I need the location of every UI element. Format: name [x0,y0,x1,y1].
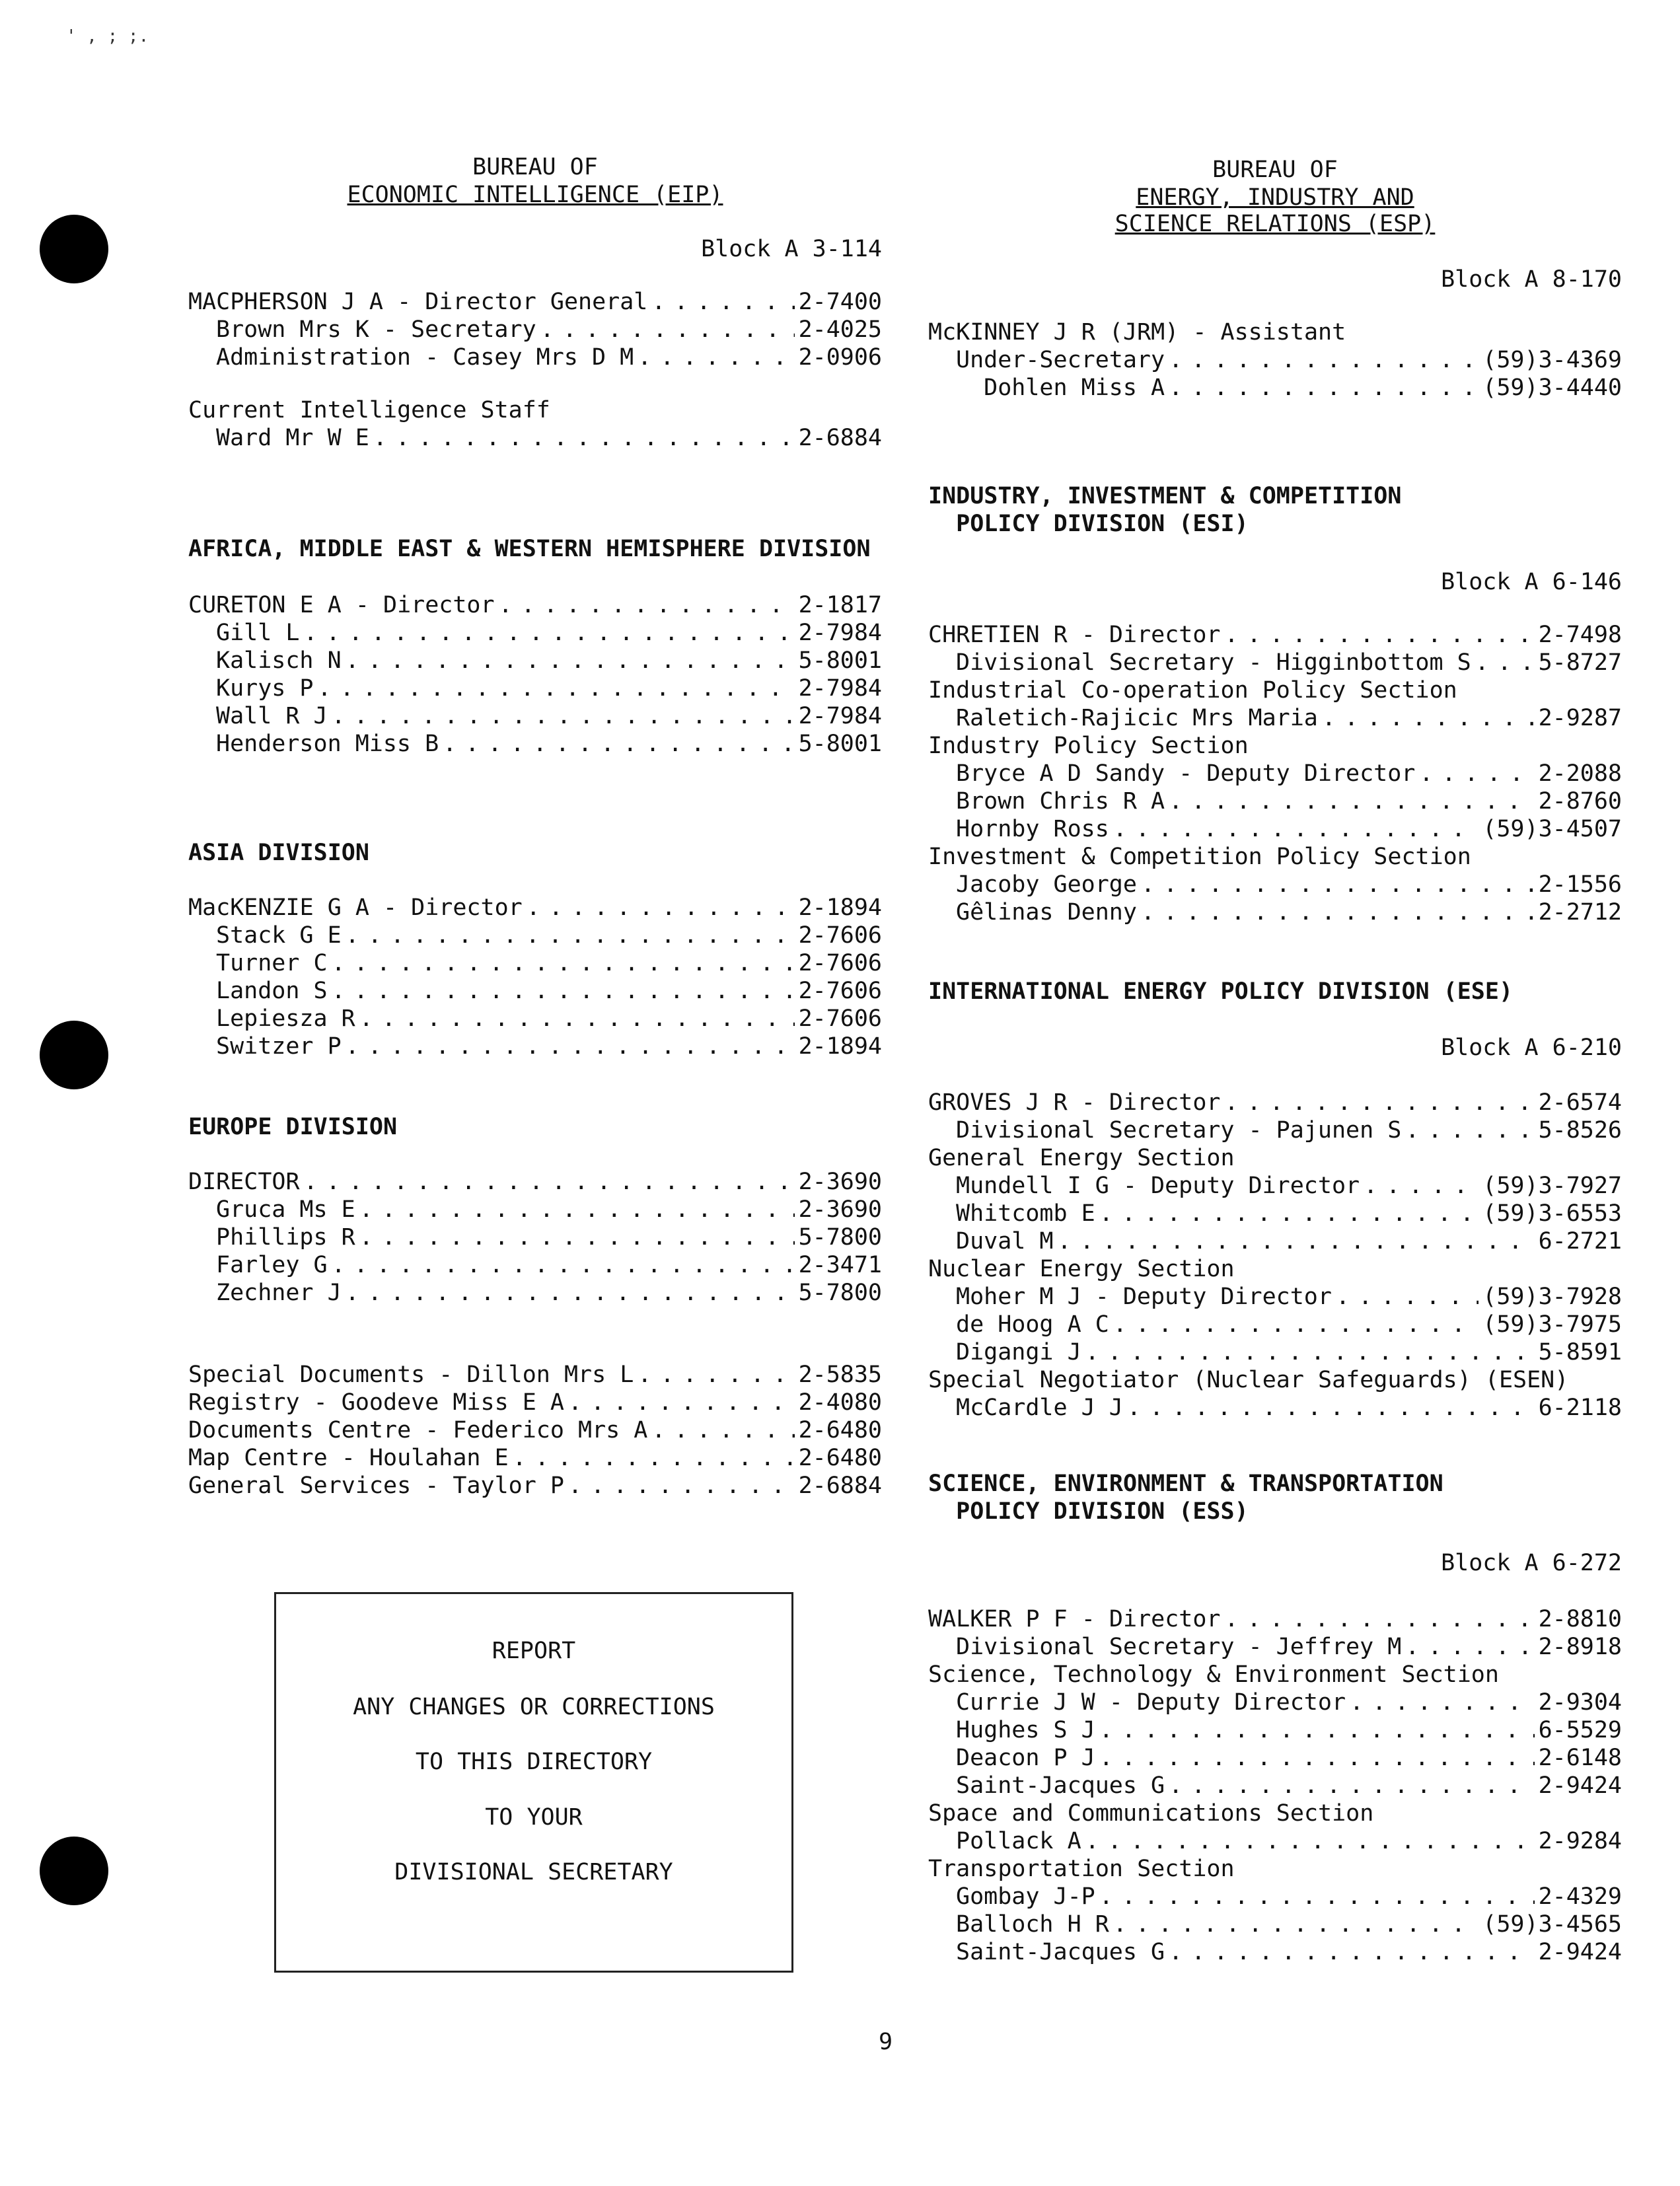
entry-name: Balloch H R [956,1911,1109,1938]
leader-dots [1099,1744,1535,1772]
leader-dots [1225,1089,1535,1116]
esi-heading-1: INDUSTRY, INVESTMENT & COMPETITION [928,483,1402,509]
report-changes-notice [274,1592,793,1973]
directory-entry [188,316,882,344]
directory-entry [928,649,1622,676]
europe-division-heading: EUROPE DIVISION [188,1114,398,1140]
entry-phone: 5-8001 [798,731,882,757]
entry-name: Ward Mr W E [216,425,369,451]
europe-division-list [188,1168,882,1307]
page-number: 9 [879,2029,893,2055]
leader-dots [1350,1689,1535,1716]
section-subheading: General Energy Section [928,1145,1235,1171]
section-subheading: Industrial Co-operation Policy Section [928,677,1457,704]
entry-name: Gombay J-P [956,1883,1095,1910]
entry-name: Digangi J [956,1339,1081,1366]
directory-entry [928,787,1622,815]
entry-phone: 2-6148 [1538,1745,1622,1771]
notice-line-4: TO YOUR [485,1804,583,1831]
leader-dots [332,977,795,1005]
leader-dots [1225,621,1535,649]
entry-name: Duval M [956,1228,1054,1255]
entry-phone: 5-7800 [798,1280,882,1306]
entry-phone: 5-7800 [798,1224,882,1251]
entry-name: Landon S [216,978,328,1004]
leader-dots [1085,1338,1535,1366]
directory-entry [188,288,882,316]
entry-name: Moher M J - Deputy Director [956,1284,1332,1310]
entry-name: Map Centre - Houlahan E [188,1445,509,1471]
directory-entry [188,1416,882,1444]
entry-phone: 2-9304 [1538,1689,1622,1716]
leader-dots [1113,1311,1479,1338]
entry-phone: 2-6480 [798,1417,882,1443]
current-intelligence-staff-heading: Current Intelligence Staff [188,397,550,423]
directory-entry [928,1172,1622,1200]
directory-entry [188,1251,882,1279]
services-list [188,1361,882,1500]
entry-phone: 2-7984 [798,675,882,702]
notice-line-2: ANY CHANGES OR CORRECTIONS [353,1694,715,1720]
entry-phone: 2-3690 [798,1169,882,1195]
entry-name: Hughes S J [956,1717,1095,1743]
directory-entry [188,949,882,977]
leader-dots [651,1416,794,1444]
entry-name: Administration - Casey Mrs D M [216,344,634,371]
entry-name: Saint-Jacques G [956,1772,1165,1799]
leader-dots [1419,760,1534,787]
directory-entry [928,1883,1622,1911]
entry-name: Phillips R [216,1224,355,1251]
entry-name: Henderson Miss B [216,731,439,757]
leader-dots [1225,1605,1535,1633]
entry-name: Wall R J [216,703,328,729]
leader-dots [1058,1227,1535,1255]
entry-name: Saint-Jacques G [956,1939,1165,1965]
directory-entry [928,704,1622,732]
directory-entry [188,1196,882,1223]
entry-phone: 2-9424 [1538,1939,1622,1965]
africa-division-heading: AFRICA, MIDDLE EAST & WESTERN HEMISPHERE DIVISION [188,536,871,562]
entry-name: Gruca Ms E [216,1196,355,1223]
entry-phone: 2-6480 [798,1445,882,1471]
entry-phone: 2-4329 [1538,1883,1622,1910]
directory-entry [928,1089,1622,1116]
section-subheading: Transportation Section [928,1856,1235,1882]
leader-dots [1322,704,1535,732]
ese-heading: INTERNATIONAL ENERGY POLICY DIVISION (ESE) [928,978,1514,1005]
entry-name: Bryce A D Sandy - Deputy Director [956,760,1416,787]
directory-entry [928,760,1622,787]
entry-phone: 2-2712 [1538,899,1622,926]
entry-phone: (59)3-7975 [1482,1311,1622,1338]
ess-list [928,1605,1622,1966]
leader-dots [1364,1172,1479,1200]
ess-heading-2: POLICY DIVISION (ESS) [928,1498,1249,1525]
esi-list [928,621,1622,926]
directory-entry [928,1227,1622,1255]
entry-phone: 2-7984 [798,703,882,729]
entry-phone: 2-7498 [1538,622,1622,648]
directory-entry [928,1633,1622,1661]
leader-dots [1141,898,1535,926]
directory-entry [188,1361,882,1389]
ess-block: Block A 6-272 [1441,1550,1622,1576]
entry-name: Currie J W - Deputy Director [956,1689,1346,1716]
ess-heading-1: SCIENCE, ENVIRONMENT & TRANSPORTATION [928,1471,1443,1497]
directory-entry [188,674,882,702]
leader-dots [513,1444,795,1472]
entry-phone: 2-9424 [1538,1772,1622,1799]
entry-name: Divisional Secretary - Pajunen S [956,1117,1402,1144]
leader-dots [1169,1938,1534,1966]
entry-phone: 6-2721 [1538,1228,1622,1255]
leader-dots [1405,1116,1534,1144]
entry-name: Brown Mrs K - Secretary [216,316,536,343]
directory-entry [928,1938,1622,1966]
entry-name: Hornby Ross [956,816,1109,842]
entry-phone: 2-1817 [798,592,882,618]
leader-dots [1099,1716,1535,1744]
directory-entry [928,1200,1622,1227]
directory-entry [188,1389,882,1416]
esp-top-list [928,346,1622,402]
entry-phone: 2-1894 [798,1033,882,1060]
leader-dots [1099,1883,1535,1911]
entry-name: Zechner J [216,1280,342,1306]
entry-name: MACPHERSON J A - Director General [188,289,648,315]
entry-phone: (59)3-4565 [1482,1911,1622,1938]
entry-name: Deacon P J [956,1745,1095,1771]
entry-name: McCardle J J [956,1395,1123,1421]
leader-dots [359,1196,795,1223]
leader-dots [304,1168,795,1196]
entry-phone: 2-3471 [798,1252,882,1278]
entry-name: Whitcomb E [956,1200,1095,1227]
directory-entry [928,1689,1622,1716]
esp-block: Block A 8-170 [1441,266,1622,293]
directory-entry [928,621,1622,649]
leader-dots [1169,787,1534,815]
directory-entry [928,1911,1622,1938]
entry-name: WALKER P F - Director [928,1606,1221,1632]
entry-name: Gêlinas Denny [956,899,1137,926]
entry-name: Gill L [216,620,300,646]
directory-entry [928,871,1622,898]
entry-phone: 5-8727 [1538,649,1622,676]
punch-hole-bottom [40,1837,108,1905]
leader-dots [1113,815,1479,843]
leader-dots [1113,1911,1479,1938]
entry-name: Documents Centre - Federico Mrs A [188,1417,648,1443]
directory-entry [188,424,882,452]
entry-phone: 2-2088 [1538,760,1622,787]
leader-dots [540,316,795,344]
directory-entry [188,1168,882,1196]
leader-dots [638,1361,794,1389]
leader-dots [638,344,794,371]
entry-phone: 2-7606 [798,978,882,1004]
leader-dots [1127,1394,1535,1422]
leader-dots [359,1005,795,1033]
entry-name: Divisional Secretary - Jeffrey M [956,1634,1402,1660]
entry-name: CURETON E A - Director [188,592,495,618]
entry-name: Farley G [216,1252,328,1278]
esp-bureau-line3: SCIENCE RELATIONS (ESP) [1114,211,1436,237]
esi-block: Block A 6-146 [1441,569,1622,595]
entry-phone: 6-5529 [1538,1717,1622,1743]
section-subheading: Science, Technology & Environment Section [928,1661,1499,1688]
entry-name: General Services - Taylor P [188,1473,564,1499]
entry-phone: (59)3-4369 [1482,347,1622,373]
directory-entry [188,647,882,674]
esi-heading-2: POLICY DIVISION (ESI) [928,511,1249,537]
directory-entry [188,894,882,922]
entry-name: CHRETIEN R - Director [928,622,1221,648]
entry-name: GROVES J R - Director [928,1089,1221,1116]
notice-line-1: REPORT [492,1638,576,1664]
eip-block: Block A 3-114 [701,236,882,262]
punch-hole-top [40,215,108,283]
section-subheading: Industry Policy Section [928,733,1249,759]
directory-entry [928,1116,1622,1144]
leader-dots [568,1389,795,1416]
section-subheading: Special Negotiator (Nuclear Safeguards) (ESEN) [928,1367,1569,1393]
entry-phone: 2-4080 [798,1389,882,1416]
directory-entry [928,1716,1622,1744]
entry-name: Under-Secretary [956,347,1165,373]
directory-entry [928,1827,1622,1855]
directory-entry [928,1772,1622,1800]
directory-entry [188,1223,882,1251]
entry-phone: 2-0906 [798,344,882,371]
entry-phone: 2-4025 [798,316,882,343]
entry-phone: (59)3-7928 [1482,1284,1622,1310]
section-subheading: Nuclear Energy Section [928,1256,1235,1282]
entry-phone: 2-8918 [1538,1634,1622,1660]
ese-block: Block A 6-210 [1441,1035,1622,1061]
leader-dots [527,894,795,922]
asia-division-heading: ASIA DIVISION [188,840,369,866]
entry-phone: 2-7606 [798,922,882,949]
directory-entry [928,1744,1622,1772]
directory-entry [928,1605,1622,1633]
entry-phone: (59)3-7927 [1482,1173,1622,1199]
entry-name: Jacoby George [956,871,1137,898]
entry-name: Raletich-Rajicic Mrs Maria [956,705,1318,731]
directory-entry [188,1472,882,1500]
leader-dots [346,1279,795,1307]
leader-dots [651,288,794,316]
entry-phone: 2-6884 [798,425,882,451]
entry-phone: 2-7400 [798,289,882,315]
leader-dots [1099,1200,1479,1227]
entry-name: Kalisch N [216,647,342,674]
directory-entry [188,619,882,647]
notice-line-3: TO THIS DIRECTORY [415,1749,653,1775]
directory-entry [928,1338,1622,1366]
directory-entry [188,730,882,758]
entry-phone: 2-1556 [1538,871,1622,898]
entry-phone: 2-9287 [1538,705,1622,731]
entry-phone: 2-9284 [1538,1828,1622,1854]
leader-dots [1169,346,1479,374]
entry-phone: (59)3-6553 [1482,1200,1622,1227]
directory-entry [188,702,882,730]
entry-phone: 2-5835 [798,1362,882,1388]
leader-dots [332,949,795,977]
entry-name: Divisional Secretary - Higginbottom S [956,649,1471,676]
directory-entry [928,1311,1622,1338]
entry-name: DIRECTOR [188,1169,300,1195]
entry-phone: 2-6884 [798,1473,882,1499]
entry-name: de Hoog A C [956,1311,1109,1338]
section-subheading: Investment & Competition Policy Section [928,844,1471,870]
directory-entry [928,346,1622,374]
entry-phone: 2-7606 [798,1005,882,1032]
leader-dots [332,702,795,730]
directory-entry [188,1444,882,1472]
directory-entry [928,374,1622,402]
entry-name: Switzer P [216,1033,342,1060]
leader-dots [318,674,795,702]
entry-phone: (59)3-4507 [1482,816,1622,842]
leader-dots [303,619,794,647]
directory-entry [188,591,882,619]
entry-phone: 2-8760 [1538,788,1622,815]
directory-entry [188,922,882,949]
eip-top-list [188,288,882,371]
entry-name: Stack G E [216,922,342,949]
leader-dots [568,1472,795,1500]
entry-name: Pollack A [956,1828,1081,1854]
directory-entry [188,1033,882,1060]
directory-entry [188,1279,882,1307]
entry-phone: 5-8526 [1538,1117,1622,1144]
directory-entry [188,344,882,371]
scan-specks: ' , ; ;. [66,26,149,46]
leader-dots [1141,871,1535,898]
mckinney-line: McKINNEY J R (JRM) - Assistant [928,319,1346,346]
entry-phone: 2-7984 [798,620,882,646]
leader-dots [1169,1772,1534,1800]
ese-list [928,1089,1622,1422]
entry-name: Registry - Goodeve Miss E A [188,1389,564,1416]
asia-division-list [188,894,882,1060]
entry-name: Lepiesza R [216,1005,355,1032]
leader-dots [499,591,795,619]
entry-phone: 2-6574 [1538,1089,1622,1116]
entry-phone: 2-1894 [798,894,882,921]
directory-entry [928,815,1622,843]
leader-dots [1336,1283,1479,1311]
entry-phone: 2-7606 [798,950,882,976]
leader-dots [373,424,795,452]
directory-entry [188,1005,882,1033]
punch-hole-middle [40,1021,108,1089]
directory-entry [928,1394,1622,1422]
entry-phone: (59)3-4440 [1482,375,1622,401]
leader-dots [1169,374,1479,402]
leader-dots [332,1251,795,1279]
leader-dots [1405,1633,1534,1661]
leader-dots [1085,1827,1535,1855]
entry-phone: 6-2118 [1538,1395,1622,1421]
entry-name: Special Documents - Dillon Mrs L [188,1362,634,1388]
directory-entry [928,898,1622,926]
entry-name: Kurys P [216,675,314,702]
entry-phone: 2-8810 [1538,1606,1622,1632]
esp-bureau-line2: ENERGY, INDUSTRY AND [1136,184,1414,211]
staff-list [188,424,882,452]
entry-phone: 5-8591 [1538,1339,1622,1366]
notice-line-5: DIVISIONAL SECRETARY [394,1859,673,1885]
entry-phone: 5-8001 [798,647,882,674]
entry-phone: 2-3690 [798,1196,882,1223]
entry-name: Mundell I G - Deputy Director [956,1173,1360,1199]
esp-bureau-line1: BUREAU OF [1212,157,1338,183]
directory-entry [188,977,882,1005]
entry-name: Dohlen Miss A [956,375,1165,401]
eip-bureau-title: ECONOMIC INTELLIGENCE (EIP) [347,182,723,208]
leader-dots [346,922,795,949]
entry-name: Brown Chris R A [956,788,1165,815]
leader-dots [346,1033,795,1060]
eip-bureau-line1: BUREAU OF [472,154,598,180]
africa-division-list [188,591,882,758]
leader-dots [443,730,794,758]
section-subheading: Space and Communications Section [928,1800,1374,1827]
directory-entry [928,1283,1622,1311]
leader-dots [359,1223,795,1251]
entry-name: MacKENZIE G A - Director [188,894,523,921]
leader-dots [1475,649,1535,676]
entry-name: Turner C [216,950,328,976]
leader-dots [346,647,795,674]
